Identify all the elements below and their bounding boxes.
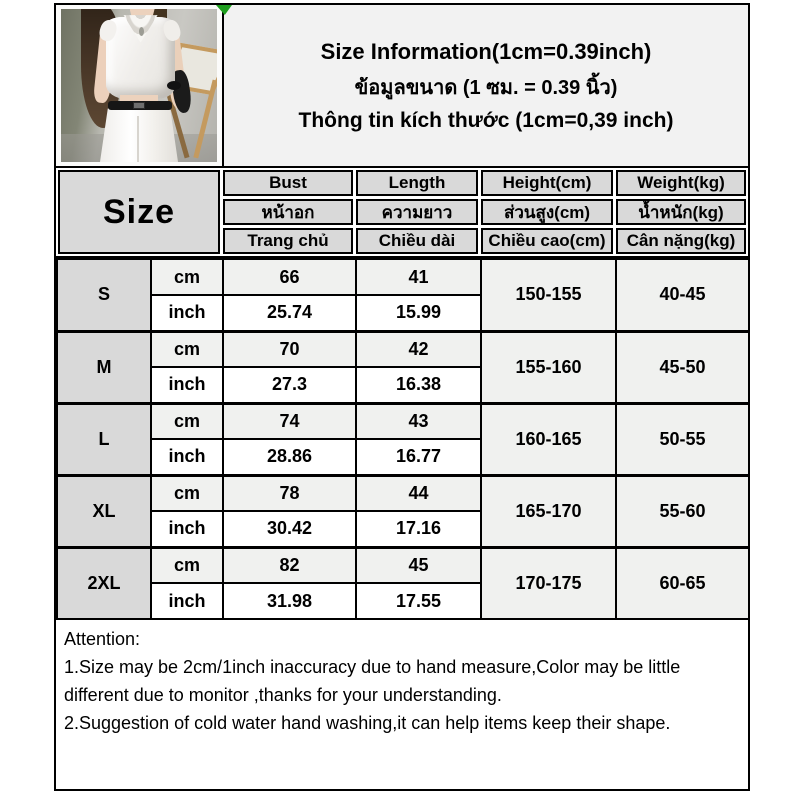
col-header-weight-en: Weight(kg) bbox=[616, 170, 746, 196]
model-photo bbox=[61, 9, 217, 162]
size-header-cell: Size bbox=[58, 170, 220, 254]
unit-cell: cm bbox=[151, 259, 223, 295]
length-cm-value: 43 bbox=[356, 403, 481, 439]
title-thai: ข้อมูลขนาด (1 ซม. = 0.39 นิ้ว) bbox=[354, 76, 618, 99]
col-header-height-vi: Chiều cao(cm) bbox=[481, 228, 613, 254]
title-vietnamese: Thông tin kích thước (1cm=0,39 inch) bbox=[298, 108, 674, 132]
table-row bbox=[57, 331, 749, 367]
weight-range-cell: 40-45 bbox=[616, 259, 749, 331]
attention-line-2: 2.Suggestion of cold water hand washing,it can help items keep their shape. bbox=[64, 713, 671, 733]
length-cm-value: 41 bbox=[356, 259, 481, 295]
col-header-bust-vi: Trang chủ bbox=[223, 228, 353, 254]
photo-belt-buckle bbox=[133, 102, 145, 110]
weight-range-cell: 50-55 bbox=[616, 403, 749, 475]
attention-note bbox=[56, 620, 748, 789]
size-label-cell: XL bbox=[57, 475, 151, 547]
bust-inch-value: 27.3 bbox=[223, 367, 356, 403]
weight-range-cell: 55-60 bbox=[616, 475, 749, 547]
unit-cell: inch bbox=[151, 511, 223, 547]
length-cm-value: 42 bbox=[356, 331, 481, 367]
unit-cell: cm bbox=[151, 547, 223, 583]
height-range-cell: 155-160 bbox=[481, 331, 616, 403]
height-range-cell: 150-155 bbox=[481, 259, 616, 331]
size-chart-sheet bbox=[54, 3, 750, 791]
length-inch-value: 17.16 bbox=[356, 511, 481, 547]
bust-inch-value: 31.98 bbox=[223, 583, 356, 619]
bust-cm-value: 66 bbox=[223, 259, 356, 295]
bust-cm-value: 82 bbox=[223, 547, 356, 583]
unit-cell: inch bbox=[151, 439, 223, 475]
unit-cell: inch bbox=[151, 583, 223, 619]
bust-cm-value: 70 bbox=[223, 331, 356, 367]
col-header-length-th: ความยาว bbox=[356, 199, 478, 225]
unit-cell: inch bbox=[151, 367, 223, 403]
col-header-weight-th: น้ำหนัก(kg) bbox=[616, 199, 746, 225]
col-header-bust-en: Bust bbox=[223, 170, 353, 196]
length-inch-value: 15.99 bbox=[356, 295, 481, 331]
col-header-length-en: Length bbox=[356, 170, 478, 196]
size-label-cell: S bbox=[57, 259, 151, 331]
attention-heading: Attention: bbox=[64, 629, 141, 649]
bust-cm-value: 74 bbox=[223, 403, 356, 439]
size-table-header bbox=[56, 168, 748, 258]
col-header-height-th: ส่วนสูง(cm) bbox=[481, 199, 613, 225]
length-inch-value: 16.38 bbox=[356, 367, 481, 403]
attention-line-1: 1.Size may be 2cm/1inch inaccuracy due to hand measure,Color may be little different due to monitor ,thanks for your understanding. bbox=[64, 657, 681, 705]
col-header-bust-th: หน้าอก bbox=[223, 199, 353, 225]
height-range-cell: 170-175 bbox=[481, 547, 616, 619]
table-row bbox=[57, 403, 749, 439]
bust-cm-value: 78 bbox=[223, 475, 356, 511]
height-range-cell: 165-170 bbox=[481, 475, 616, 547]
table-row bbox=[57, 475, 749, 511]
size-label-cell: L bbox=[57, 403, 151, 475]
photo-cell bbox=[56, 5, 224, 166]
size-label-cell: 2XL bbox=[57, 547, 151, 619]
length-inch-value: 17.55 bbox=[356, 583, 481, 619]
size-label-cell: M bbox=[57, 331, 151, 403]
unit-cell: cm bbox=[151, 475, 223, 511]
col-header-length-vi: Chiều dài bbox=[356, 228, 478, 254]
bust-inch-value: 25.74 bbox=[223, 295, 356, 331]
table-row bbox=[57, 547, 749, 583]
table-row bbox=[57, 259, 749, 295]
top-section bbox=[56, 5, 748, 168]
height-range-cell: 160-165 bbox=[481, 403, 616, 475]
unit-cell: cm bbox=[151, 331, 223, 367]
unit-cell: inch bbox=[151, 295, 223, 331]
weight-range-cell: 60-65 bbox=[616, 547, 749, 619]
weight-range-cell: 45-50 bbox=[616, 331, 749, 403]
size-info-title bbox=[224, 5, 748, 166]
title-english: Size Information(1cm=0.39inch) bbox=[320, 38, 652, 64]
length-cm-value: 45 bbox=[356, 547, 481, 583]
size-table bbox=[56, 258, 750, 620]
length-cm-value: 44 bbox=[356, 475, 481, 511]
length-inch-value: 16.77 bbox=[356, 439, 481, 475]
unit-cell: cm bbox=[151, 403, 223, 439]
photo-pants-seam bbox=[137, 116, 139, 162]
col-header-weight-vi: Cân nặng(kg) bbox=[616, 228, 746, 254]
bust-inch-value: 28.86 bbox=[223, 439, 356, 475]
bust-inch-value: 30.42 bbox=[223, 511, 356, 547]
col-header-height-en: Height(cm) bbox=[481, 170, 613, 196]
